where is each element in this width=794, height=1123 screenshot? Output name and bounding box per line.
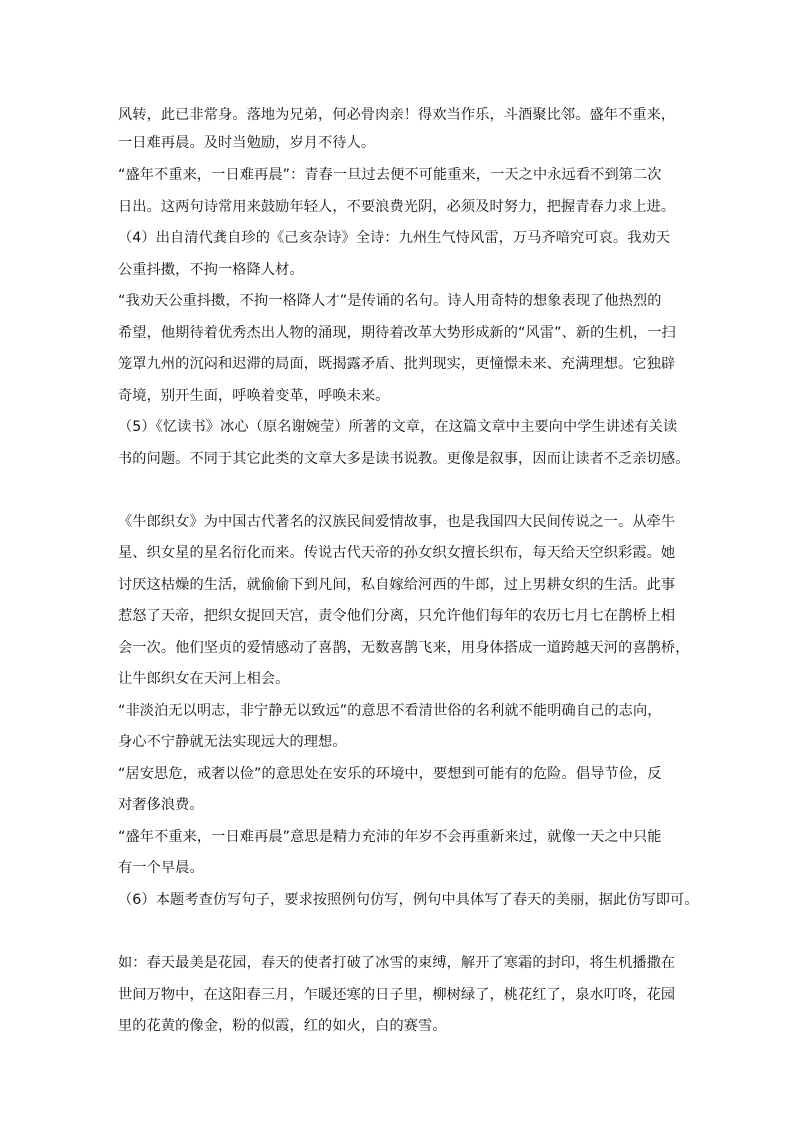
- text-line-7: “我劝天公重抖擞，不拘一格降人才”是传诵的名句。诗人用奇特的想象表现了他热烈的: [118, 293, 662, 309]
- text-line-19: “非淡泊无以明志，非宁静无以致远”的意思不看清世俗的名利就不能明确自己的志向，: [118, 703, 662, 719]
- text-line-5: （4）出自清代龚自珍的《己亥杂诗》全诗：九州生气恃风雷，万马齐喑究可哀。我劝天: [118, 230, 671, 246]
- text-line-3: “盛年不重来，一日难再晨”：青春一旦过去便不可能重来，一天之中永远看不到第二次: [118, 167, 662, 183]
- text-line-1: 风转，此已非常身。落地为兄弟，何必骨肉亲！得欢当作乐，斗酒聚比邻。盛年不重来，: [118, 107, 676, 123]
- text-line-15: 讨厌这枯燥的生活，就偷偷下到凡间，私自嫁给河西的牛郎，过上男耕女织的生活。此事: [118, 577, 676, 593]
- text-line-17: 会一次。他们坚贞的爱情感动了喜鹊，无数喜鹊飞来，用身体搭成一道跨越天河的喜鹊桥，: [118, 640, 690, 656]
- text-line-4: 日出。这两句诗常用来鼓励年轻人，不要浪费光阴，必须及时努力，把握青春力求上进。: [118, 199, 676, 215]
- text-line-24: 有一个早晨。: [118, 860, 204, 876]
- text-line-20: 身心不宁静就无法实现远大的理想。: [118, 734, 347, 750]
- text-line-13: 《牛郎织女》为中国古代著名的汉族民间爱情故事，也是我国四大民间传说之一。从牵牛: [118, 514, 676, 530]
- text-line-21: “居安思危，戒奢以俭”的意思处在安乐的环境中，要想到可能有的危险。倡导节俭，反: [118, 766, 662, 782]
- text-line-12: 书的问题。不同于其它此类的文章大多是读书说教。更像是叙事，因而让读者不乏亲切感。: [118, 451, 690, 467]
- text-line-9: 笼罩九州的沉闷和迟滞的局面，既揭露矛盾、批判现实，更憧憬未来、充满理想。它独辟: [118, 356, 676, 372]
- text-line-14: 星、织女星的星名衍化而来。传说古代天帝的孙女织女擅长织布，每天给天空织彩霞。她: [118, 545, 676, 561]
- text-line-25: （6）本题考查仿写句子，要求按照例句仿写，例句中具体写了春天的美丽，据此仿写即可。: [118, 892, 699, 908]
- text-line-2: 一日难再晨。及时当勉励，岁月不待人。: [118, 135, 376, 151]
- text-line-10: 奇境，别开生面，呼唤着变革，呼唤未来。: [118, 388, 390, 404]
- text-line-6: 公重抖擞，不拘一格降人材。: [118, 262, 304, 278]
- text-line-18: 让牛郎织女在天河上相会。: [118, 671, 290, 687]
- text-line-8: 希望，他期待着优秀杰出人物的涌现，期待着改革大势形成新的“风雷”、新的生机，一扫: [118, 325, 676, 341]
- text-line-22: 对奢侈浪费。: [118, 797, 204, 813]
- text-line-28: 里的花黄的像金，粉的似霞，红的如火，白的赛雪。: [118, 1018, 447, 1034]
- text-line-16: 惹怒了天帝，把织女捉回天宫，责令他们分离，只允许他们每年的农历七月七在鹊桥上相: [118, 608, 676, 624]
- text-line-23: “盛年不重来，一日难再晨”意思是精力充沛的年岁不会再重新来过，就像一天之中只能: [118, 829, 662, 845]
- text-line-11: （5）《忆读书》冰心（原名谢婉莹）所著的文章，在这篇文章中主要向中学生讲述有关读: [118, 419, 678, 435]
- text-line-26: 如：春天最美是花园，春天的使者打破了冰雪的束缚，解开了寒霜的封印，将生机播撒在: [118, 955, 676, 971]
- text-line-27: 世间万物中，在这阳春三月，乍暖还寒的日子里，柳树绿了，桃花红了，泉水叮咚，花园: [118, 987, 676, 1003]
